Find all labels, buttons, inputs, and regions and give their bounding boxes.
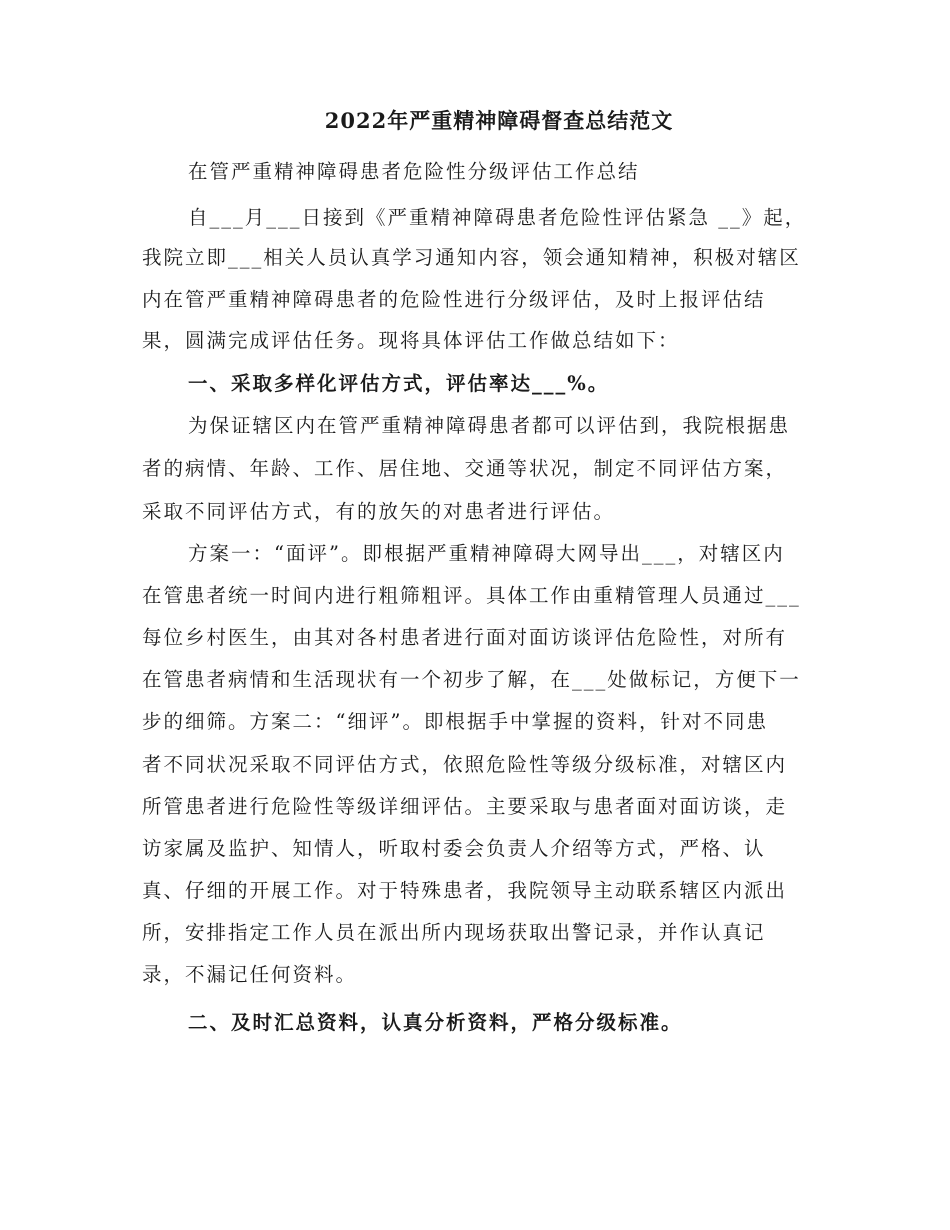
paragraph-line: 在管患者病情和生活现状有一个初步了解，在___处做标记，方便下一 <box>142 668 801 691</box>
paragraph-line: 采取不同评估方式，有的放矢的对患者进行评估。 <box>142 500 616 523</box>
paragraph-line: 在管严重精神障碍患者危险性分级评估工作总结 <box>188 160 640 183</box>
paragraph-line: 真、仔细的开展工作。对于特殊患者，我院领导主动联系辖区内派出 <box>142 879 788 902</box>
section-heading: 二、及时汇总资料，认真分析资料，严格分级标准。 <box>188 1011 683 1034</box>
paragraph-line: 访家属及监护、知情人，听取村委会负责人介绍等方式，严格、认 <box>142 837 766 860</box>
paragraph-line: 内在管严重精神障碍患者的危险性进行分级评估，及时上报评估结 <box>142 288 766 311</box>
paragraph-line: 自___月___日接到《严重精神障碍患者危险性评估紧急 __》起， <box>188 206 807 229</box>
paragraph-line: 果，圆满完成评估任务。现将具体评估工作做总结如下： <box>142 329 680 352</box>
paragraph-line: 为保证辖区内在管严重精神障碍患者都可以评估到，我院根据患 <box>188 414 791 437</box>
paragraph-line: 者不同状况采取不同评估方式，依照危险性等级分级标准，对辖区内 <box>142 753 788 776</box>
paragraph-line: 步的细筛。方案二：“细评”。即根据手中掌握的资料，针对不同患 <box>142 710 768 733</box>
paragraph-line: 所，安排指定工作人员在派出所内现场获取出警记录，并作认真记 <box>142 921 766 944</box>
paragraph-line: 者的病情、年龄、工作、居住地、交通等状况，制定不同评估方案， <box>142 457 788 480</box>
section-heading: 一、采取多样化评估方式，评估率达___%。 <box>188 372 610 395</box>
paragraph-line: 每位乡村医生，由其对各村患者进行面对面访谈评估危险性，对所有 <box>142 626 788 649</box>
paragraph-line: 方案一：“面评”。即根据严重精神障碍大网导出___，对辖区内 <box>188 542 785 565</box>
paragraph-line: 录，不漏记任何资料。 <box>142 963 358 986</box>
paragraph-line: 所管患者进行危险性等级详细评估。主要采取与患者面对面访谈，走 <box>142 795 788 818</box>
paragraph-line: 在管患者统一时间内进行粗筛粗评。具体工作由重精管理人员通过___ <box>142 584 801 607</box>
document-title: 2022年严重精神障碍督查总结范文 <box>324 108 674 133</box>
paragraph-line: 我院立即___相关人员认真学习通知内容，领会通知精神，积极对辖区 <box>142 246 801 269</box>
